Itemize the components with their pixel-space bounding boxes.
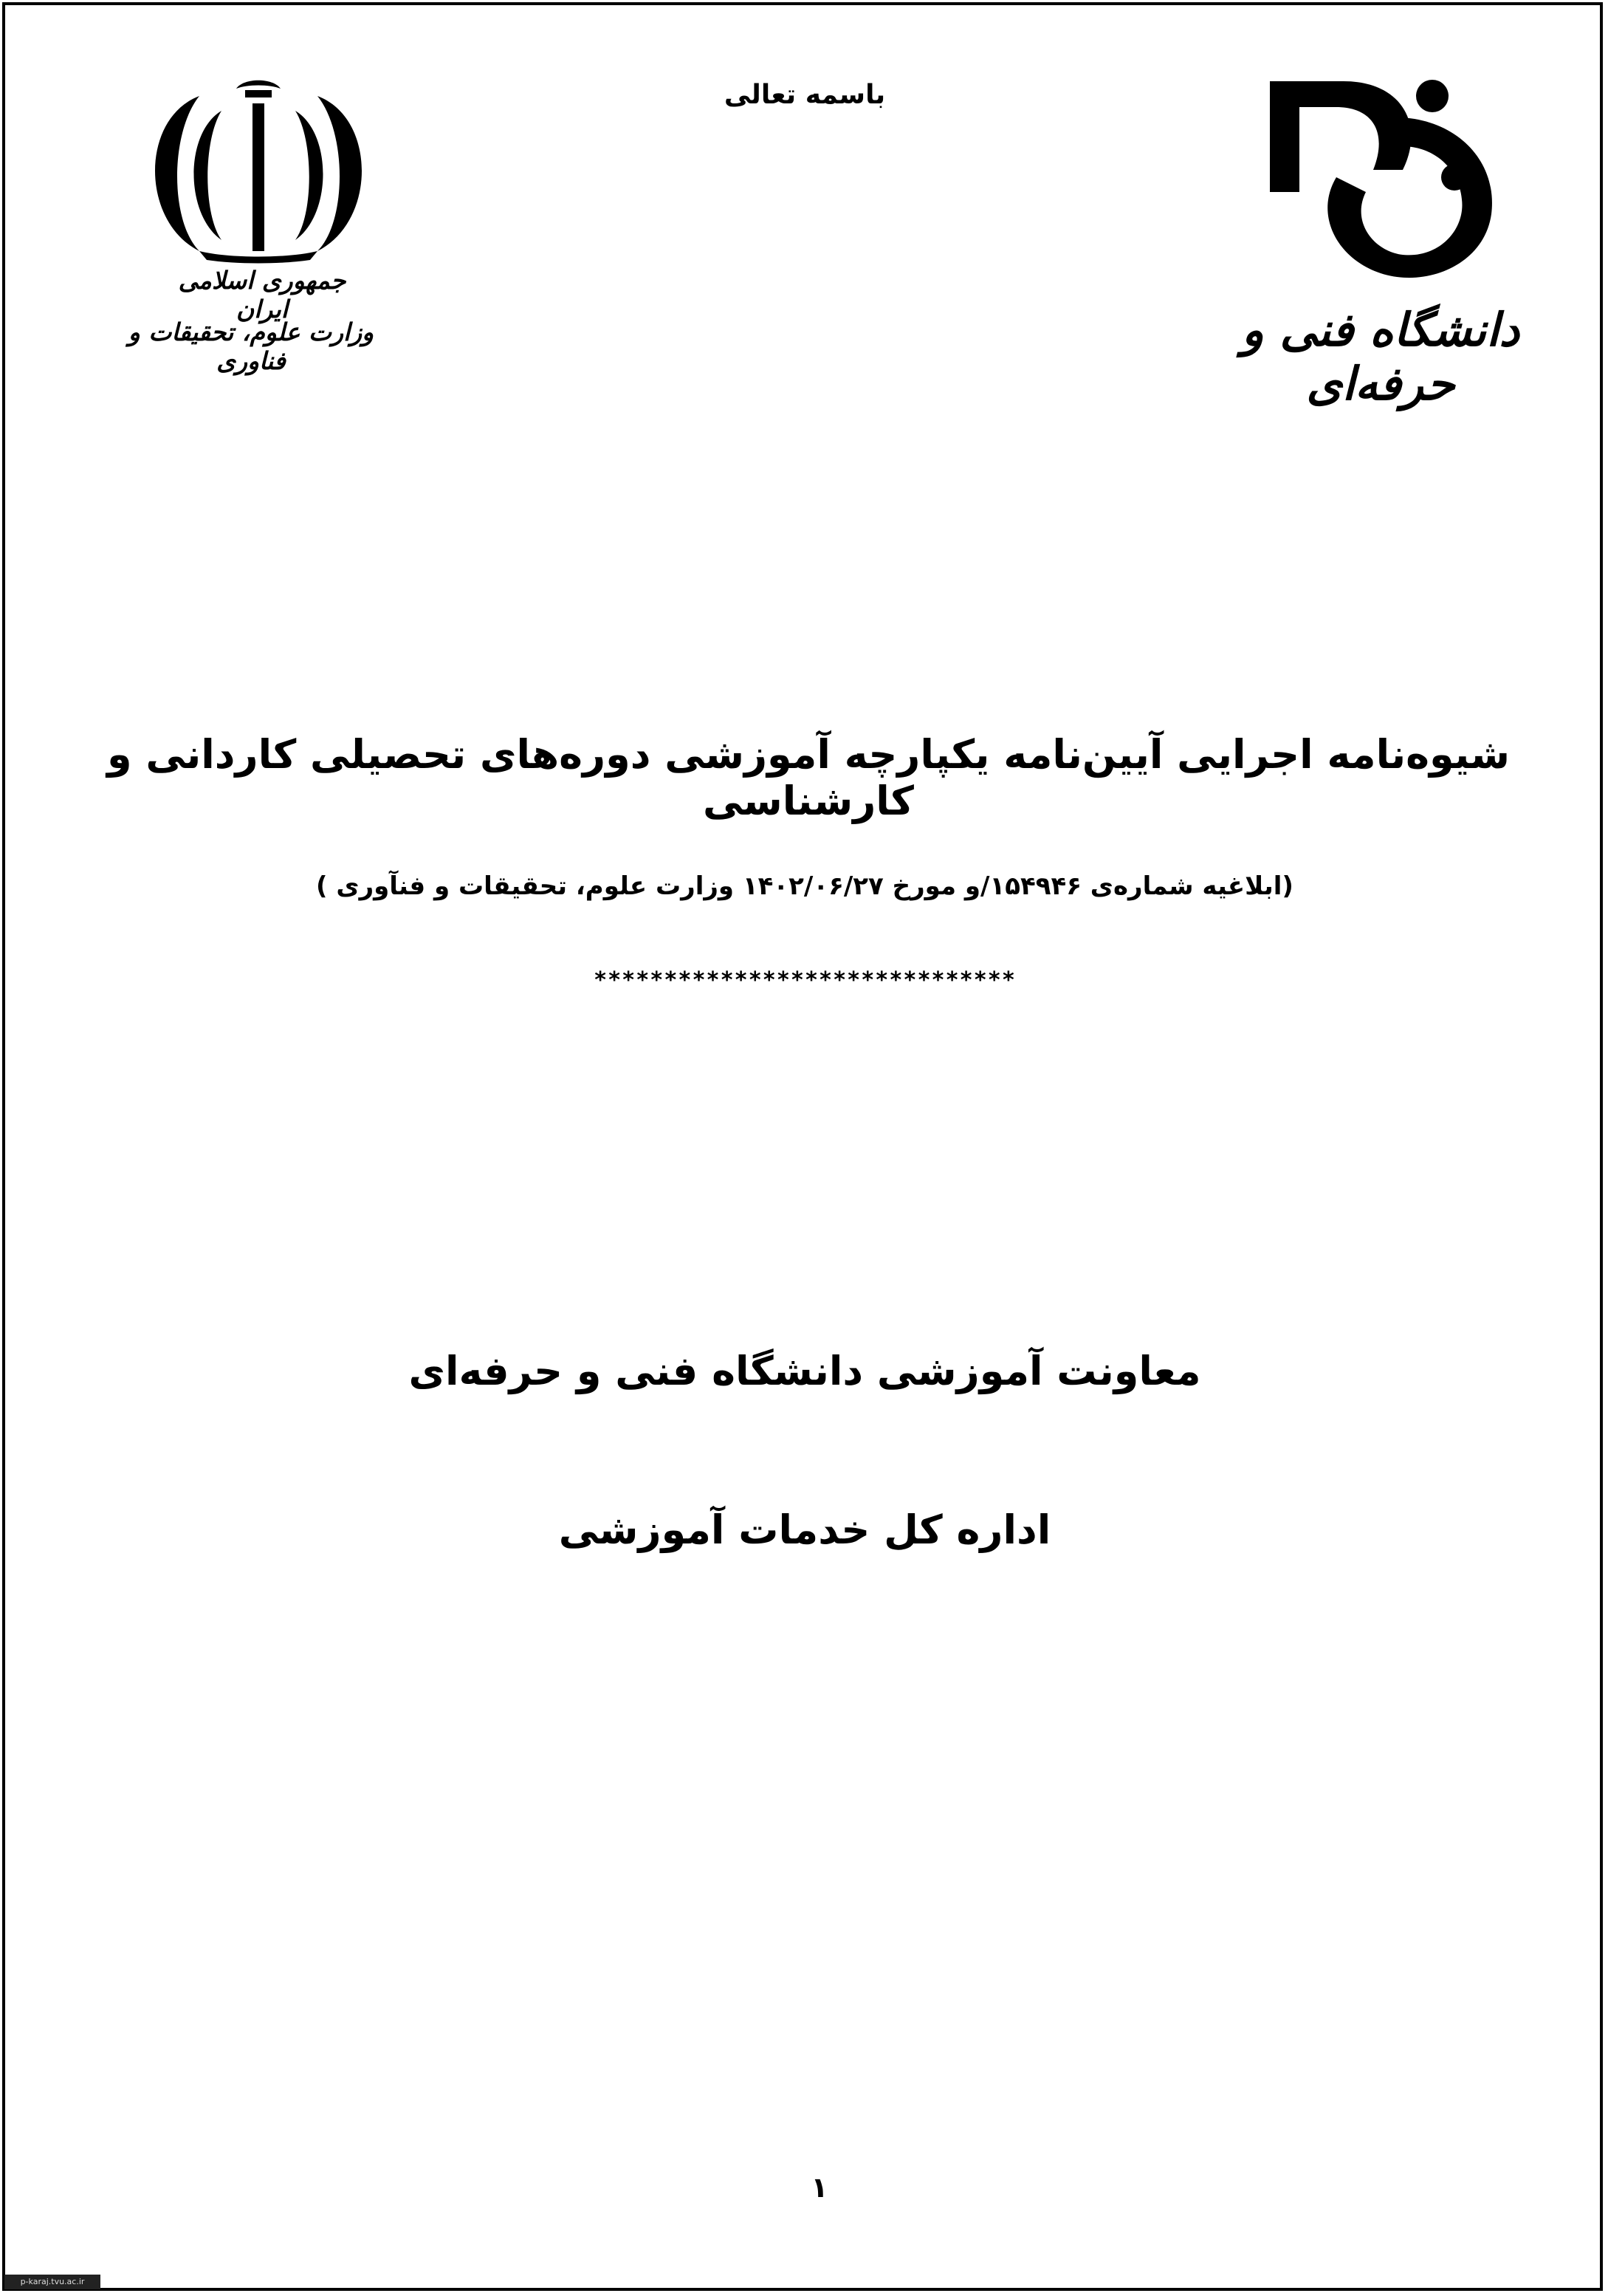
university-logo-icon xyxy=(1255,66,1506,295)
document-title: شیوه‌نامه اجرایی آیین‌نامه یکپارچه آموزشی دوره‌های تحصیلی کاردانی و کارشناسی xyxy=(106,731,1511,824)
university-name: دانشگاه فنی و حرفه‌ای xyxy=(1241,303,1520,411)
bismillah-text: باسمه تعالی xyxy=(724,80,886,110)
office-heading: اداره کل خدمات آموزشی xyxy=(558,1507,1051,1553)
page-number: ۱ xyxy=(811,2171,828,2204)
deputy-heading: معاونت آموزشی دانشگاه فنی و حرفه‌ای xyxy=(408,1348,1201,1394)
separator-stars: ****************************** xyxy=(594,967,1016,993)
emblem-caption-ministry: وزارت علوم، تحقیقات و فناوری xyxy=(128,318,374,375)
emblem-caption-country: جمهوری اسلامی ایران xyxy=(178,266,346,323)
site-watermark: p-karaj.tvu.ac.ir xyxy=(4,2275,100,2289)
document-subtitle: (ابلاغیه شماره‌ی ۱۵۴۹۴۶/و مورخ ۱۴۰۲/۰۶/۲۷ وزارت علوم، تحقیقات و فنآوری ) xyxy=(316,871,1293,901)
